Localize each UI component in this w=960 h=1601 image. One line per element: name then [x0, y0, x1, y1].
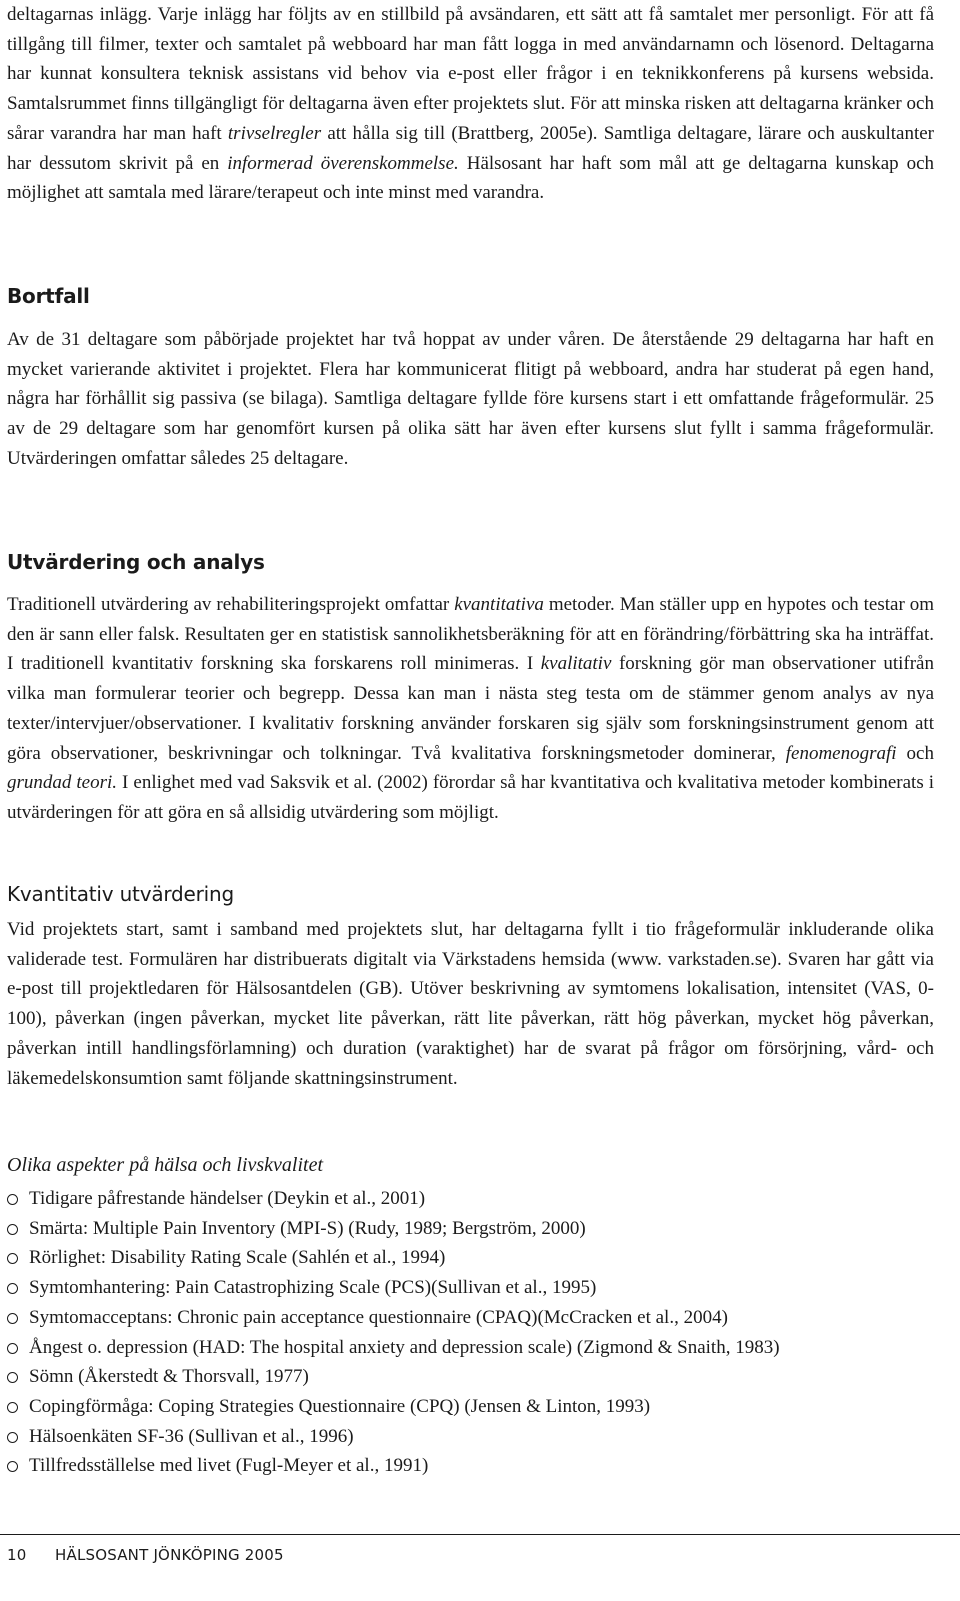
circle-bullet-icon — [7, 1283, 18, 1294]
list-item — [7, 1303, 934, 1333]
circle-bullet-icon — [7, 1194, 18, 1205]
intro-text-3: Hälsosant har haft som mål att ge deltagarna kunskap och möjlighet att samtala med lärare/terapeut och inte minst med varandra. — [7, 152, 935, 204]
footer-divider — [0, 1534, 960, 1535]
utvardering-text-1: Traditionell utvärdering av rehabiliteringsprojekt omfattar — [7, 594, 455, 615]
intro-text-1: deltagarnas inlägg. Varje inlägg har följts av en stillbild på avsändaren, ett sätt att få samtalet mer personligt. För att få tillgång till filmer, texter och samtalet på webboard har man fått logga in med användarnamn och lösenord. Deltagarna har kunnat konsultera teknisk assistans vid behov via e-post eller frågor i en teknikkonferens på kursens websida. Samtalsrummet finns tillgängligt för deltagarna även efter projektets slut. För att minska risken att deltagarna kränker och sårar varandra har man haft — [7, 4, 934, 144]
utvardering-text-2: metoder. Man ställer upp en hypotes och testar om den är sann eller falsk. Resultaten ger en statistisk sannolikhetsberäkning för att en förändring/förbättring ska ha inträffat. I traditionell kvantitativ forskning ska forskarens roll minimeras. I — [7, 594, 934, 675]
circle-bullet-icon — [7, 1343, 18, 1354]
utvardering-text-4: och — [896, 742, 934, 764]
circle-bullet-icon — [7, 1402, 18, 1413]
list-item — [7, 1333, 934, 1363]
utvardering-emphasis-1: kvantitativa — [454, 594, 544, 615]
list-item-text: Rörlighet: Disability Rating Scale (Sahlén et al., 1994) — [29, 1247, 446, 1269]
list-item-text: Hälsoenkäten SF-36 (Sullivan et al., 1996) — [29, 1425, 354, 1447]
utvardering-paragraph — [7, 590, 934, 828]
utvardering-emphasis-3: fenomenografi — [785, 742, 897, 764]
list-item-text: Smärta: Multiple Pain Inventory (MPI-S) (Rudy, 1989; Bergström, 2000) — [29, 1217, 586, 1239]
page-footer — [7, 1546, 284, 1564]
list-item — [7, 1243, 934, 1273]
utvardering-text-3: forskning gör man observationer utifrån vilka man formulerar teorier och begrepp. Dessa kan man i nästa steg testa om de stämmer genom analys av nya texter/intervjuer/observationer. I kvalitativ forskning använder forskaren sig själv som forskningsinstrument genom att göra observationer, beskrivningar och tolkningar. Två kvalitativa forskningsmetoder dominerar, — [7, 653, 934, 764]
circle-bullet-icon — [7, 1253, 18, 1264]
list-item — [7, 1422, 934, 1452]
intro-emphasis-1: trivselregler — [227, 122, 322, 144]
circle-bullet-icon — [7, 1432, 18, 1443]
utvardering-text-5: I enlighet med vad Saksvik et al. (2002) förordar så har kvantitativa och kvalitativa metoder kombinerats i utvärderingen för att göra en så allsidig utvärdering som möjligt. — [7, 772, 935, 823]
utvardering-heading: Utvärdering och analys — [7, 550, 265, 574]
list-item-text: Tillfredsställelse med livet (Fugl-Meyer et al., 1991) — [29, 1455, 429, 1477]
list-item-text: Sömn (Åkerstedt & Thorsvall, 1977) — [29, 1366, 309, 1388]
intro-text-2: att hålla sig till (Brattberg, 2005e). Samtliga deltagare, lärare och auskultanter har dessutom skrivit på en — [7, 122, 934, 174]
kvantitativ-heading: Kvantitativ utvärdering — [7, 882, 235, 906]
list-item — [7, 1184, 934, 1214]
list-item-text: Symtomacceptans: Chronic pain acceptance questionnaire (CPAQ)(McCracken et al., 2004) — [29, 1306, 728, 1328]
list-item — [7, 1362, 934, 1392]
list-item — [7, 1451, 934, 1481]
list-item — [7, 1273, 934, 1303]
kvantitativ-paragraph: Vid projektets start, samt i samband med projektets slut, har deltagarna fyllt i tio frågeformulär inkluderande olika validerade test. Formulären har distribuerats digitalt via Värkstadens hemsida (www. varkstaden.se). Svaren har gått via e-post till projektledaren för Hälsosantdelen (GB). Utöver beskrivning av symtomens lokalisation, intensitet (VAS, 0-100), påverkan (ingen påverkan, mycket lite påverkan, rätt lite påverkan, rätt hög påverkan, mycket hög påverkan, påverkan intill handlingsförlamning) och duration (varaktighet) har de svarat på frågor om försörjning, vård- och läkemedelskonsumtion samt följande skattningsinstrument. — [7, 919, 934, 1089]
aspects-heading: Olika aspekter på hälsa och livskvalitet — [7, 1154, 324, 1176]
circle-bullet-icon — [7, 1224, 18, 1235]
aspects-list — [7, 1184, 934, 1481]
intro-paragraph — [7, 0, 934, 208]
utvardering-emphasis-2: kvalitativ — [540, 653, 612, 675]
list-item-text: Copingförmåga: Coping Strategies Questionnaire (CPQ) (Jensen & Linton, 1993) — [29, 1395, 651, 1417]
list-item-text: Tidigare påfrestande händelser (Deykin et al., 2001) — [29, 1188, 426, 1209]
circle-bullet-icon — [7, 1461, 18, 1472]
list-item — [7, 1214, 934, 1244]
list-item-text: Ångest o. depression (HAD: The hospital anxiety and depression scale) (Zigmond & Snaith, 1983) — [29, 1336, 780, 1358]
bortfall-heading: Bortfall — [7, 284, 90, 308]
utvardering-emphasis-4: grundad teori. — [7, 772, 118, 794]
bortfall-paragraph: Av de 31 deltagare som påbörjade projektet har två hoppat av under våren. De återstående 29 deltagarna har haft en mycket varierande aktivitet i projektet. Flera har kommunicerat flitigt på webboard, andra har studerat på egen hand, några har förhållit sig passiva (se bilaga). Samtliga deltagare fyllde före kursens start i ett omfattande frågeformulär. 25 av de 29 deltagare som har genomfört kursen på olika sätt har även efter kursens slut fyllt i samma frågeformulär. Utvärderingen omfattar således 25 deltagare. — [7, 329, 934, 469]
circle-bullet-icon — [7, 1372, 18, 1383]
footer-title: HÄLSOSANT JÖNKÖPING 2005 — [55, 1546, 284, 1564]
circle-bullet-icon — [7, 1313, 18, 1324]
list-item — [7, 1392, 934, 1422]
intro-emphasis-2: informerad överenskommelse. — [227, 152, 459, 174]
page-number: 10 — [7, 1546, 27, 1564]
list-item-text: Symtomhantering: Pain Catastrophizing Scale (PCS)(Sullivan et al., 1995) — [29, 1277, 597, 1299]
